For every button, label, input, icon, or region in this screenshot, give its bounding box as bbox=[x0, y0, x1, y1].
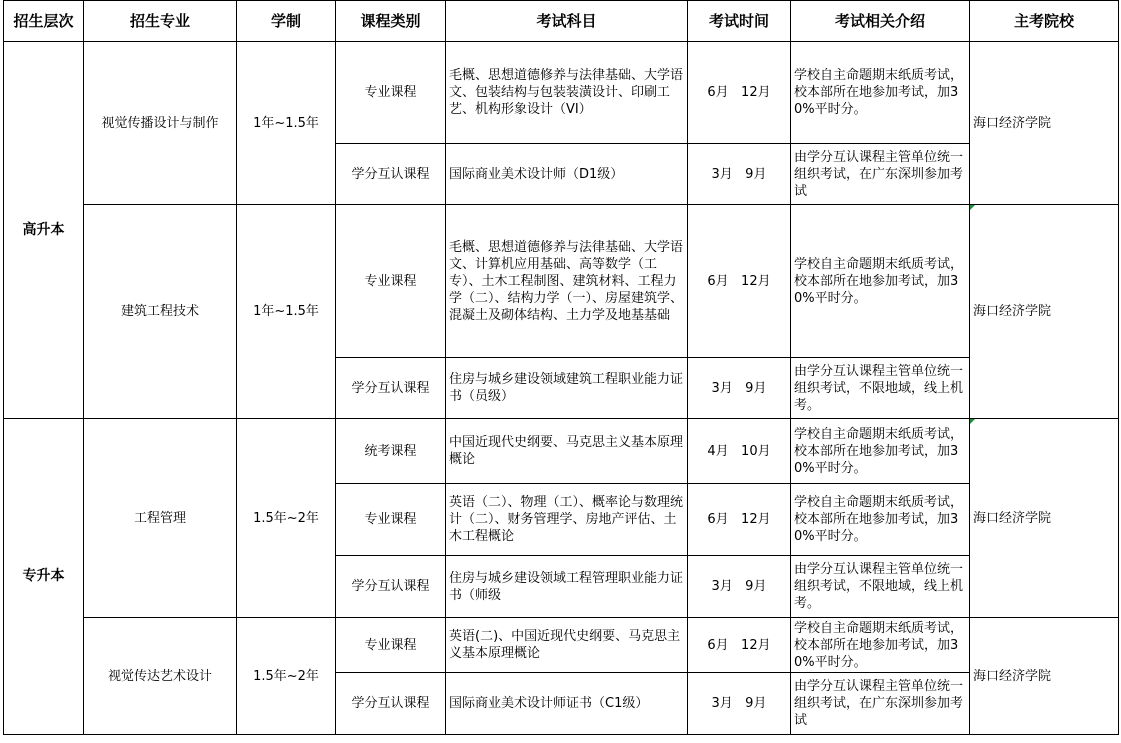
level-cell: 专升本 bbox=[4, 419, 84, 735]
exam-time-cell: 6月 12月 bbox=[688, 484, 791, 556]
school-cell: 海口经济学院 bbox=[970, 618, 1119, 735]
exam-intro-cell: 由学分互认课程主管单位统一组织考试，不限地域，线上机考。 bbox=[791, 358, 970, 419]
exam-time-cell: 6月 12月 bbox=[688, 42, 791, 144]
exam-intro-cell: 学校自主命题期末纸质考试，校本部所在地参加考试，加30%平时分。 bbox=[791, 42, 970, 144]
course-type-cell: 专业课程 bbox=[336, 42, 446, 144]
subjects-cell: 国际商业美术设计师证书（C1级） bbox=[446, 673, 688, 735]
duration-cell: 1.5年~2年 bbox=[237, 618, 336, 735]
major-cell: 视觉传达艺术设计 bbox=[84, 618, 237, 735]
subjects-cell: 毛概、思想道德修养与法律基础、大学语文、计算机应用基础、高等数学（工专）、土木工程制图、建筑材料、工程力学（二）、结构力学（一）、房屋建筑学、混凝土及砌体结构、土力学及地基基础 bbox=[446, 205, 688, 358]
subjects-cell: 住房与城乡建设领域建筑工程职业能力证书（员级） bbox=[446, 358, 688, 419]
school-cell: 海口经济学院 bbox=[970, 205, 1119, 419]
course-type-cell: 学分互认课程 bbox=[336, 556, 446, 618]
course-type-cell: 专业课程 bbox=[336, 205, 446, 358]
exam-intro-cell: 学校自主命题期末纸质考试，校本部所在地参加考试，加30%平时分。 bbox=[791, 484, 970, 556]
header-duration: 学制 bbox=[237, 1, 336, 42]
course-type-cell: 专业课程 bbox=[336, 484, 446, 556]
major-cell: 视觉传播设计与制作 bbox=[84, 42, 237, 205]
subjects-cell: 英语（二）、物理（工）、概率论与数理统计（二）、财务管理学、房地产评估、土木工程概论 bbox=[446, 484, 688, 556]
exam-time-cell: 3月 9月 bbox=[688, 358, 791, 419]
school-cell: 海口经济学院 bbox=[970, 42, 1119, 205]
level-cell: 高升本 bbox=[4, 42, 84, 419]
subjects-cell: 毛概、思想道德修养与法律基础、大学语文、包装结构与包装装潢设计、印刷工艺、机构形象设计（VI） bbox=[446, 42, 688, 144]
exam-time-cell: 6月 12月 bbox=[688, 205, 791, 358]
exam-time-cell: 3月 9月 bbox=[688, 556, 791, 618]
duration-cell: 1年~1.5年 bbox=[237, 42, 336, 205]
major-cell: 工程管理 bbox=[84, 419, 237, 618]
header-course-type: 课程类别 bbox=[336, 1, 446, 42]
exam-time-cell: 3月 9月 bbox=[688, 144, 791, 205]
header-exam-intro: 考试相关介绍 bbox=[791, 1, 970, 42]
exam-intro-cell: 学校自主命题期末纸质考试，校本部所在地参加考试，加30%平时分。 bbox=[791, 419, 970, 484]
subjects-cell: 国际商业美术设计师（D1级） bbox=[446, 144, 688, 205]
duration-cell: 1.5年~2年 bbox=[237, 419, 336, 618]
subjects-cell: 中国近现代史纲要、马克思主义基本原理概论 bbox=[446, 419, 688, 484]
exam-time-cell: 4月 10月 bbox=[688, 419, 791, 484]
course-type-cell: 统考课程 bbox=[336, 419, 446, 484]
subjects-cell: 英语(二)、中国近现代史纲要、马克思主义基本原理概论 bbox=[446, 618, 688, 673]
table-row bbox=[4, 205, 1119, 358]
course-type-cell: 学分互认课程 bbox=[336, 673, 446, 735]
table-row bbox=[4, 419, 1119, 484]
course-type-cell: 专业课程 bbox=[336, 618, 446, 673]
header-level: 招生层次 bbox=[4, 1, 84, 42]
header-school: 主考院校 bbox=[970, 1, 1119, 42]
school-cell: 海口经济学院 bbox=[970, 419, 1119, 618]
table-row bbox=[4, 42, 1119, 144]
header-row bbox=[4, 1, 1119, 42]
header-subjects: 考试科目 bbox=[446, 1, 688, 42]
course-type-cell: 学分互认课程 bbox=[336, 358, 446, 419]
exam-schedule-table bbox=[3, 0, 1119, 735]
exam-intro-cell: 由学分互认课程主管单位统一组织考试，在广东深圳参加考试 bbox=[791, 673, 970, 735]
major-cell: 建筑工程技术 bbox=[84, 205, 237, 419]
header-exam-time: 考试时间 bbox=[688, 1, 791, 42]
exam-time-cell: 6月 12月 bbox=[688, 618, 791, 673]
exam-intro-cell: 学校自主命题期末纸质考试，校本部所在地参加考试，加30%平时分。 bbox=[791, 205, 970, 358]
exam-intro-cell: 由学分互认课程主管单位统一组织考试，不限地域，线上机考。 bbox=[791, 556, 970, 618]
subjects-cell: 住房与城乡建设领域工程管理职业能力证书（师级 bbox=[446, 556, 688, 618]
course-type-cell: 学分互认课程 bbox=[336, 144, 446, 205]
exam-intro-cell: 由学分互认课程主管单位统一组织考试，在广东深圳参加考试 bbox=[791, 144, 970, 205]
exam-intro-cell: 学校自主命题期末纸质考试，校本部所在地参加考试，加30%平时分。 bbox=[791, 618, 970, 673]
header-major: 招生专业 bbox=[84, 1, 237, 42]
table-row bbox=[4, 618, 1119, 673]
duration-cell: 1年~1.5年 bbox=[237, 205, 336, 419]
exam-time-cell: 3月 9月 bbox=[688, 673, 791, 735]
